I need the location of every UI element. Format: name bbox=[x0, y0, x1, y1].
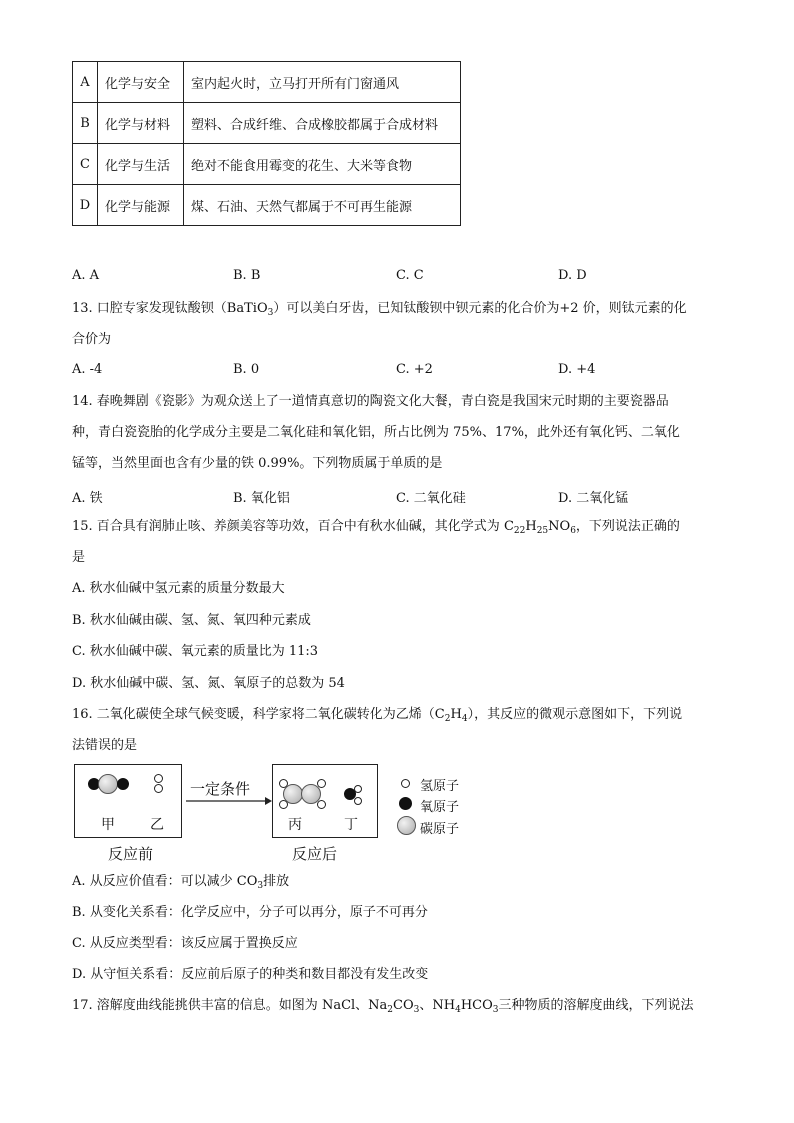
q13-stem-line1: 13. 口腔专家发现钛酸钡（BaTiO$_3$）可以美白牙齿，已知钛酸钡中钡元素的化合价为+2 价，则钛元素的化 bbox=[72, 301, 687, 318]
q15-option-b: B. 秋水仙碱由碳、氢、氮、氧四种元素成 bbox=[72, 613, 311, 628]
table-row bbox=[73, 144, 461, 185]
q13-option-a: A. -4 bbox=[72, 362, 103, 377]
row-letter: C bbox=[73, 144, 98, 185]
row-category: 化学与生活 bbox=[98, 144, 184, 185]
q16-stem-line2: 法错误的是 bbox=[72, 738, 138, 753]
hydrogen-atom bbox=[317, 779, 326, 788]
q16-option-c: C. 从反应类型看：该反应属于置换反应 bbox=[72, 936, 298, 951]
label-ding: 丁 bbox=[344, 817, 358, 833]
hydrogen-legend-icon bbox=[401, 779, 410, 788]
q16-stem-line1: 16. 二氧化碳使全球气候变暖，科学家将二氧化碳转化为乙烯$(C_2H_4)$，其反应的微观示意图如下，下列说 bbox=[72, 707, 683, 724]
legend-carbon: 碳原子 bbox=[420, 822, 460, 837]
q15-option-a: A. 秋水仙碱中氢元素的质量分数最大 bbox=[72, 581, 285, 596]
row-letter: D bbox=[73, 185, 98, 226]
hydrogen-atom bbox=[354, 797, 362, 805]
label-jia: 甲 bbox=[101, 817, 115, 833]
options-table bbox=[72, 61, 461, 226]
row-statement: 煤、石油、天然气都属于不可再生能源 bbox=[184, 185, 461, 226]
q13-option-d: D. +4 bbox=[558, 362, 596, 377]
carbon-legend-icon bbox=[397, 816, 416, 835]
hydrogen-atom bbox=[154, 784, 163, 793]
q13-stem-line2: 合价为 bbox=[72, 332, 112, 347]
legend-hydrogen: 氢原子 bbox=[420, 779, 460, 794]
q15-option-d: D. 秋水仙碱中碳、氢、氮、氧原子的总数为 54 bbox=[72, 676, 345, 691]
hydrogen-atom bbox=[354, 785, 362, 793]
hydrogen-atom bbox=[317, 800, 326, 809]
q12-option-d: D. D bbox=[558, 268, 587, 283]
q14-stem-line1: 14. 春晚舞剧《瓷影》为观众送上了一道情真意切的陶瓷文化大餐，青白瓷是我国宋元时期的主要瓷器品 bbox=[72, 394, 669, 409]
q12-option-b: B. B bbox=[233, 268, 261, 283]
q16-option-b: B. 从变化关系看：化学反应中，分子可以再分，原子不可再分 bbox=[72, 905, 428, 920]
q13-option-c: C. +2 bbox=[396, 362, 433, 377]
q16-option-d: D. 从守恒关系看：反应前后原子的种类和数目都没有发生改变 bbox=[72, 967, 429, 982]
table-row bbox=[73, 62, 461, 103]
reaction-condition: 一定条件 bbox=[190, 780, 251, 798]
row-category: 化学与材料 bbox=[98, 103, 184, 144]
q17-stem-line1: 17. 溶解度曲线能挑供丰富的信息。如图为 NaCl、$Na_2CO_3$、$NH_4HCO_3$三种物质的溶解度曲线，下列说法 bbox=[72, 998, 694, 1015]
carbon-atom bbox=[283, 784, 303, 804]
row-statement: 塑料、合成纤维、合成橡胶都属于合成材料 bbox=[184, 103, 461, 144]
row-letter: B bbox=[73, 103, 98, 144]
label-before: 反应前 bbox=[108, 845, 154, 863]
row-category: 化学与安全 bbox=[98, 62, 184, 103]
q12-option-a: A. A bbox=[72, 268, 100, 283]
q15-option-c: C. 秋水仙碱中碳、氧元素的质量比为 11:3 bbox=[72, 644, 319, 659]
label-after: 反应后 bbox=[292, 845, 338, 863]
q14-option-d: D. 二氧化锰 bbox=[558, 491, 629, 506]
label-yi: 乙 bbox=[150, 817, 164, 833]
row-statement: 室内起火时，立马打开所有门窗通风 bbox=[184, 62, 461, 103]
arrow-icon bbox=[186, 796, 272, 806]
q14-option-c: C. 二氧化硅 bbox=[396, 491, 466, 506]
q12-option-c: C. C bbox=[396, 268, 424, 283]
oxygen-atom bbox=[117, 778, 129, 790]
q14-stem-line3: 锰等，当然里面也含有少量的铁 0.99%。下列物质属于单质的是 bbox=[72, 456, 443, 471]
q14-option-b: B. 氧化铝 bbox=[233, 491, 290, 506]
q15-stem-line1: 15. 百合具有润肺止咳、养颜美容等功效，百合中有秋水仙碱，其化学式为 $C_{22}H_{25}NO_6$，下列说法正确的 bbox=[72, 519, 680, 536]
q15-stem-line2: 是 bbox=[72, 550, 86, 565]
row-letter: A bbox=[73, 62, 98, 103]
before-box bbox=[74, 764, 182, 838]
q14-option-a: A. 铁 bbox=[72, 491, 103, 506]
q13-option-b: B. 0 bbox=[233, 362, 260, 377]
hydrogen-atom bbox=[154, 774, 163, 783]
label-bing: 丙 bbox=[288, 817, 302, 833]
row-category: 化学与能源 bbox=[98, 185, 184, 226]
legend-oxygen: 氧原子 bbox=[420, 800, 460, 815]
q14-stem-line2: 种，青白瓷瓷胎的化学成分主要是二氧化硅和氧化铝，所占比例为 75%、17%，此外还有氧化钙、二氧化 bbox=[72, 425, 680, 440]
carbon-atom bbox=[98, 774, 118, 794]
table-row bbox=[73, 185, 461, 226]
q16-option-a: A. 从反应价值看：可以减少 $CO_3$排放 bbox=[72, 874, 290, 891]
row-statement: 绝对不能食用霉变的花生、大米等食物 bbox=[184, 144, 461, 185]
table-row bbox=[73, 103, 461, 144]
oxygen-legend-icon bbox=[399, 797, 412, 810]
